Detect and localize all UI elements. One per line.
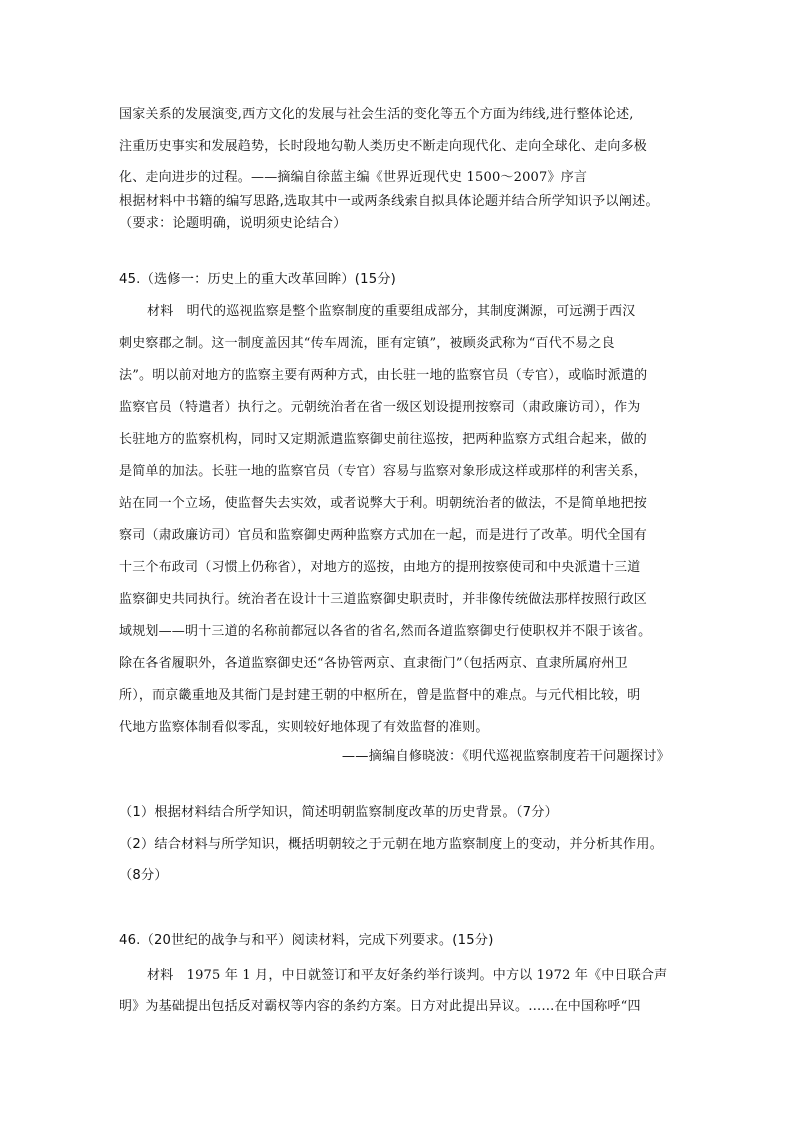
q45-material-line-6: 是简单的加法。长驻一地的监察官员（专官）容易与监察对象形成这样或那样的利害关系， <box>119 464 648 479</box>
q45-source: ——摘编自修晓波：《明代巡视监察制度若干问题探讨》 <box>341 749 670 764</box>
q45-material-line-2: 刺史察郡之制。这一制度盖因其“传车周流，匪有定镇”，被顾炎武称为“百代不易之良 <box>119 336 615 351</box>
q45-material-line-10: 监察御史共同执行。统治者在设计十三道监察御史职责时，并非像传统做法那样按照行政区 <box>119 592 648 607</box>
q46-material-line-2: 明》为基础提出包括反对霸权等内容的条约方案。日方对此提出异议。……在中国称呼“四 <box>119 999 641 1014</box>
q45-material-line-9: 十三个布政司（习惯上仍称省），对地方的巡按，由地方的提刑按察使司和中央派遣十三道 <box>119 560 641 575</box>
q45-material-line-5: 长驻地方的监察机构，同时又定期派遣监察御史前往巡按，把两种监察方式组合起来，做的 <box>119 432 648 447</box>
q45-subquestion-2: （2）结合材料与所学知识，概括明朝较之于元朝在地方监察制度上的变动，并分析其作用。 <box>119 837 664 852</box>
q44-prompt-line-2: （要求：论题明确，说明须史论结合） <box>119 216 347 231</box>
q46-material-line-1: 材料 1975 年 1 月，中日就签订和平友好条约举行谈判。中方以 1972 年《中日联合声 <box>147 968 668 983</box>
q45-material-line-12: 除在各省履职外，各道监察御史还“各协管两京、直隶衙门”（包括两京、直隶所属府州卫 <box>119 656 628 671</box>
q45-material-line-8: 察司（肃政廉访司）官员和监察御史两种监察方式加在一起，而是进行了改革。明代全国有 <box>119 528 648 543</box>
intro-line-3: 化、走向进步的过程。——摘编自徐蓝主编《世界近现代史 1500～2007》序言 <box>119 170 588 185</box>
q45-material-line-7: 站在同一个立场，使监督失去实效，或者说弊大于利。明朝统治者的做法，不是简单地把按 <box>119 496 648 511</box>
q45-material-line-1: 材料 明代的巡视监察是整个监察制度的重要组成部分，其制度渊源，可远溯于西汉 <box>147 304 636 319</box>
q44-prompt-line-1: 根据材料中书籍的编写思路,选取其中一或两条线索自拟具体论题并结合所学知识予以阐述。 <box>119 194 659 209</box>
q45-heading: 45.（选修一：历史上的重大改革回眸）(15分) <box>119 272 397 287</box>
q45-subquestion-1: （1）根据材料结合所学知识，简述明朝监察制度改革的历史背景。（7分） <box>119 805 558 820</box>
q45-material-line-13: 所），而京畿重地及其衙门是封建王朝的中枢所在，曾是监督中的难点。与元代相比较，明 <box>119 688 641 703</box>
q45-material-line-14: 代地方监察体制看似零乱，实则较好地体现了有效监督的准则。 <box>119 720 489 735</box>
intro-line-2: 注重历史事实和发展趋势，长时段地勾勒人类历史不断走向现代化、走向全球化、走向多极 <box>119 139 648 154</box>
q45-material-line-11: 域规划——明十三道的名称前都冠以各省的省名,然而各道监察御史行使职权并不限于该省。 <box>119 624 652 639</box>
q45-subquestion-2-points: （8分） <box>119 868 168 883</box>
q45-material-line-3: 法”。明以前对地方的监察主要有两种方式，由长驻一地的监察官员（专官），或临时派遣的 <box>119 368 648 383</box>
q45-material-line-4: 监察官员（特遣者）执行之。元朝统治者在省一级区划设提刑按察司（肃政廉访司），作为 <box>119 400 641 415</box>
intro-line-1: 国家关系的发展演变,西方文化的发展与社会生活的变化等五个方面为纬线,进行整体论述, <box>119 107 634 122</box>
q46-heading: 46.（20世纪的战争与和平）阅读材料，完成下列要求。(15分) <box>119 933 494 948</box>
